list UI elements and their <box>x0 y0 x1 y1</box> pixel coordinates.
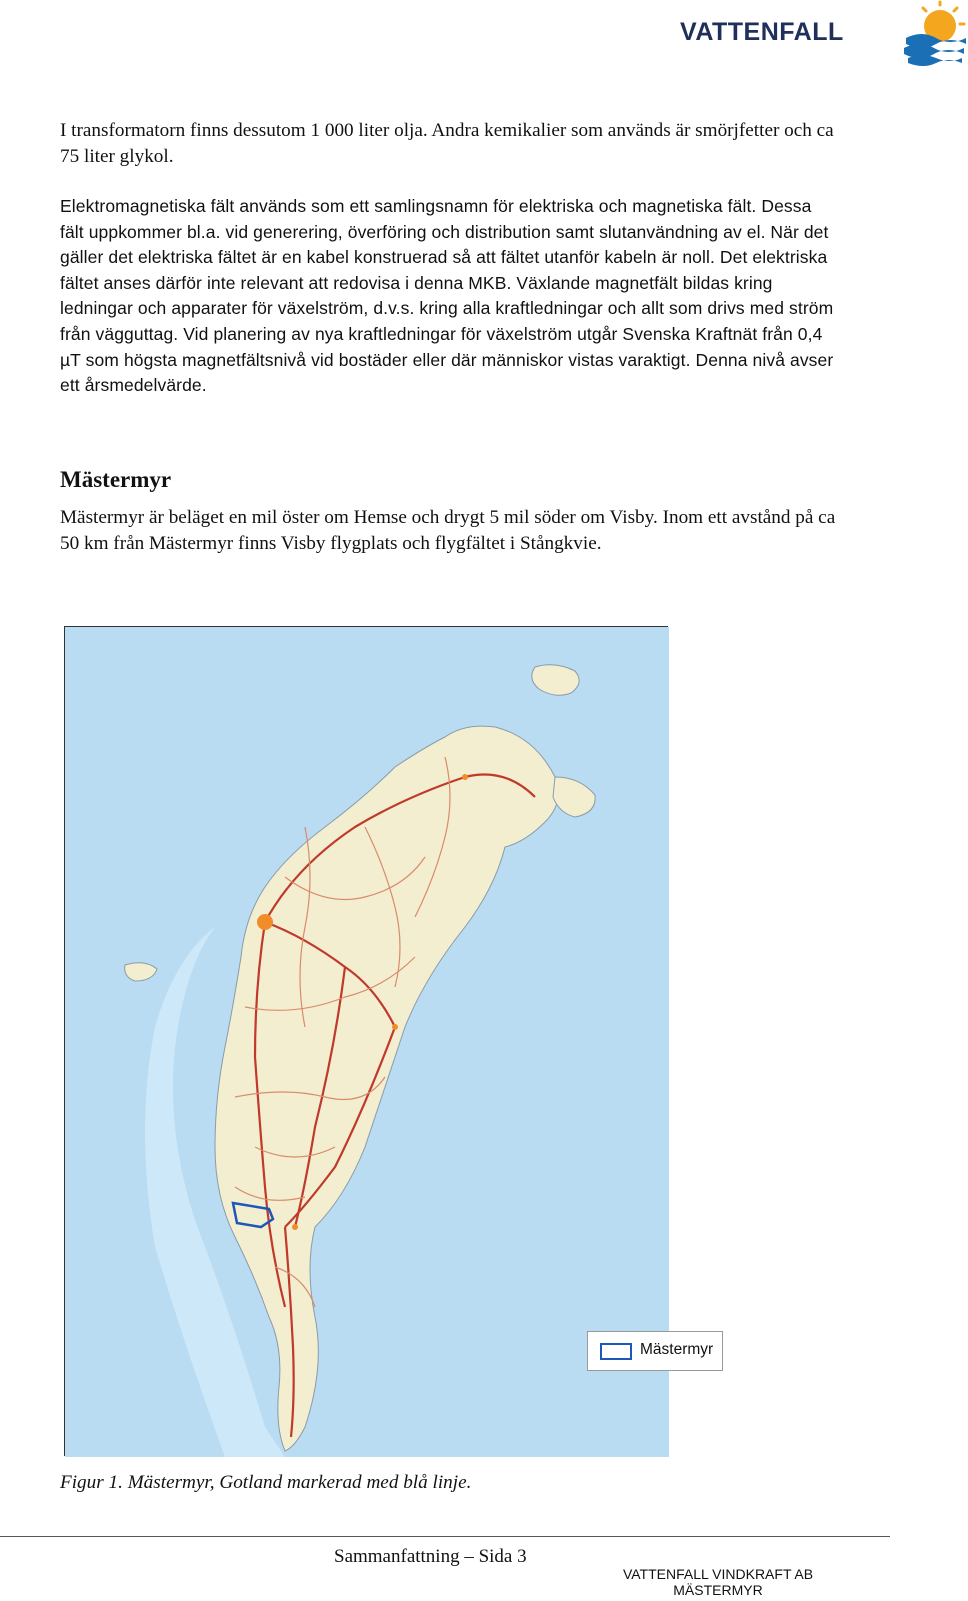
map-graphic <box>65 627 669 1457</box>
transformer-oil-paragraph: I transformatorn finns dessutom 1 000 liter olja. Andra kemikalier som används är smörjfetter och ca 75 liter glykol. <box>60 120 834 167</box>
legend-label: Mästermyr <box>640 1341 714 1358</box>
visby-town-marker <box>257 914 273 930</box>
section-heading: Mästermyr <box>60 467 172 492</box>
footer-project: MÄSTERMYR <box>673 1582 763 1598</box>
footer-page-label: Sammanfattning – Sida 3 <box>334 1546 527 1567</box>
map-legend <box>587 1331 723 1371</box>
footer-company-block <box>618 1566 818 1598</box>
footer-company: VATTENFALL VINDKRAFT AB <box>622 1566 814 1582</box>
emf-intro-text: Elektromagnetiska fält används som ett samlingsnamn för elektriska och magnetiska fält. Dessa fält uppkommer bl.a. vid generering, överföring och distribution samt slutanvändning av el. <box>60 196 812 242</box>
vattenfall-sun-waves-logo-icon <box>902 2 968 68</box>
vattenfall-logo <box>680 2 960 70</box>
gotland-map <box>64 626 714 1456</box>
location-paragraph: Mästermyr är beläget en mil öster om Hemse och drygt 5 mil söder om Visby. Inom ett avstånd på ca 50 km från Mästermyr finns Visby flygplats och flygfältet i Stångkvie. <box>60 507 836 554</box>
figure-caption: Figur 1. Mästermyr, Gotland markerad med blå linje. <box>60 1472 472 1493</box>
legend-swatch <box>600 1343 632 1360</box>
brand-name: VATTENFALL <box>680 18 844 46</box>
emf-detail-text: När det gäller det elektriska fältet är en kabel konstruerad så att fältet utanför kabeln är noll. Det elektriska fältet anses därför inte relevant att redovisa i denna MKB. Växlande magnetfält bildas kring ledningar och apparater för växelström, d.v.s. kring alla kraftledningar och allt som drivs med ström från vägguttag. Vid planering av nya kraftledningar för växelström utgår Svenska Kraftnät från 0,4 µT som högsta magnetfältsnivå vid bostäder eller där människor vistas varaktigt. Denna nivå avser ett årsmedelvärde. <box>60 221 834 396</box>
emf-paragraph <box>60 194 840 399</box>
footer-divider <box>0 1536 890 1537</box>
